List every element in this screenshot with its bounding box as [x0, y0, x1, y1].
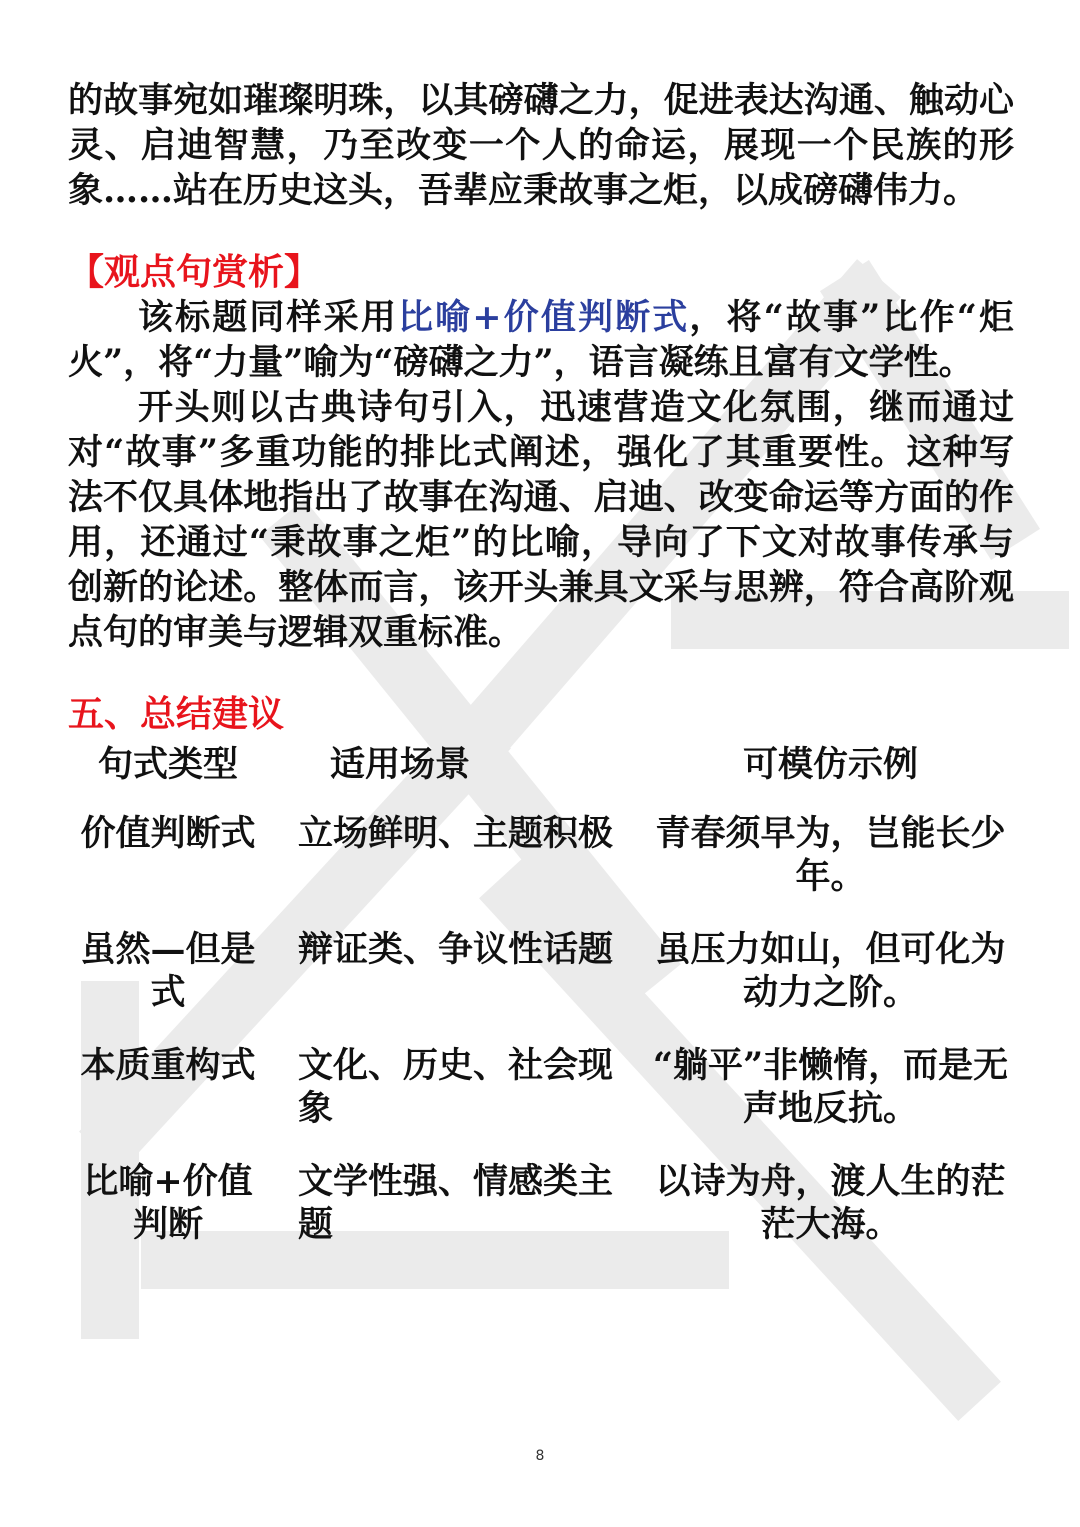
analysis-p1-pre: 该标题同样采用: [138, 297, 398, 338]
page-number: 8: [535, 1448, 545, 1464]
row-type: 虽然—但是式: [80, 929, 256, 1013]
table-header-row: [68, 741, 1014, 812]
row-scene: 辩证类、争议性话题: [298, 929, 614, 970]
analysis-p1-post: ，将“故事”比作“炬火”，将“力量”喻为“磅礴之力”，语言凝练且富有文学性。: [68, 297, 1014, 383]
highlight-text: 比喻+价值判断式: [397, 297, 690, 338]
analysis-heading: 【观点句赏析】: [68, 251, 321, 293]
row-scene: 文化、历史、社会现象: [298, 1045, 614, 1129]
row-example: 虽压力如山，但可化为动力之阶。: [655, 929, 1006, 1013]
row-type: 比喻+价值判断: [83, 1161, 253, 1245]
row-example: 以诗为舟，渡人生的茫茫大海。: [655, 1161, 1006, 1245]
intro-paragraph: 的故事宛如璀璨明珠，以其磅礴之力，促进表达沟通、触动心灵、启迪智慧，乃至改变一个人的命运，展现一个民族的形象……站在历史这头，吾辈应秉故事之炬，以成磅礴伟力。: [68, 80, 1014, 211]
document-page: [68, 78, 1014, 1276]
row-scene: 文学性强、情感类主题: [298, 1161, 614, 1245]
header-example: 可模仿示例: [742, 744, 918, 785]
row-scene: 立场鲜明、主题积极: [298, 813, 614, 854]
header-scene: 适用场景: [330, 744, 471, 785]
analysis-paragraph-2: 开头则以古典诗句引入，迅速营造文化氛围，继而通过对“故事”多重功能的排比式阐述，强化了其重要性。这种写法不仅具体地指出了故事在沟通、启迪、改变命运等方面的作用，还通过“秉故事之炬”的比喻，导向了下文对故事传承与创新的论述。整体而言，该开头兼具文采与思辨，符合高阶观点句的审美与逻辑双重标准。: [68, 387, 1014, 653]
summary-heading: 五、总结建议: [68, 693, 285, 735]
analysis-paragraph-1: [68, 295, 1014, 385]
table-row: [68, 928, 1014, 1044]
table-row: [68, 812, 1014, 928]
header-type: 句式类型: [98, 744, 239, 785]
summary-table: [68, 741, 1014, 1276]
row-type: 价值判断式: [80, 813, 256, 854]
row-example: “躺平”非懒惰，而是无声地反抗。: [652, 1045, 1009, 1129]
table-row: [68, 1044, 1014, 1160]
row-example: 青春须早为，岂能长少年。: [655, 813, 1006, 897]
table-row: [68, 1160, 1014, 1276]
row-type: 本质重构式: [80, 1045, 256, 1086]
